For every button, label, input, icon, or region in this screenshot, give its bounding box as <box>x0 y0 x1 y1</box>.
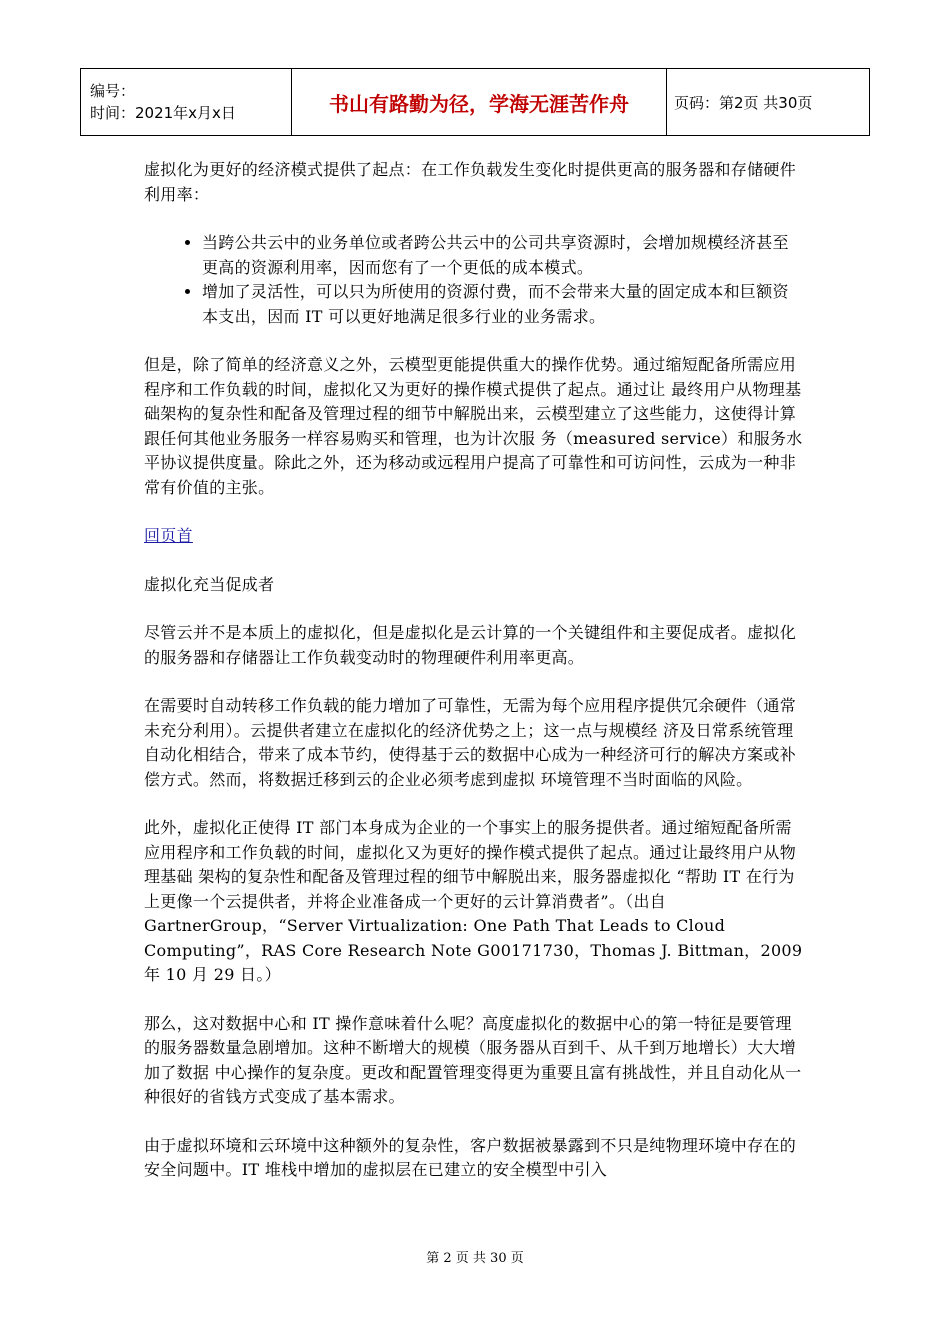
page-footer: 第 2 页 共 30 页 <box>426 1251 524 1266</box>
paragraph-1: 虚拟化为更好的经济模式提供了起点：在工作负载发生变化时提供更高的服务器和存储硬件利用率： <box>144 160 797 204</box>
document-body <box>144 158 804 1207</box>
back-to-top-link[interactable]: 回页首 <box>144 526 193 545</box>
motto: 书山有路勤为径，学海无涯苦作舟 <box>292 69 667 136</box>
header-left-cell <box>81 69 292 136</box>
bullet-item-2: • 增加了灵活性，可以只为所使用的资源付费，而不会带来大量的固定成本和巨额资本支出，因而 IT 可以更好地满足很多行业的业务需求。 <box>202 280 804 329</box>
time-label: 时间：2021年x月x日 <box>90 104 236 122</box>
paragraph-4: 尽管云并不是本质上的虚拟化，但是虚拟化是云计算的一个关键组件和主要促成者。虚拟化的服务器和存储器让工作负载变动时的物理硬件利用率更高。 <box>144 623 797 667</box>
bullet-list <box>144 231 804 329</box>
paragraph-2: 但是，除了简单的经济意义之外，云模型更能提供重大的操作优势。通过缩短配备所需应用程序和工作负载的时间，虚拟化又为更好的操作模式提供了起点。通过让 最终用户从物理基础架构的复杂性和配备及管理过程的细节中解脱出来，云模型建立了这些能力，这使得计算跟任何其他业务服务一样容易购买和管理，也为计次服 务（measured service）和服务水平协议提供度量。除此之外，还为移动或远程用户提高了可靠性和可访问性，云成为一种非常有价值的主张。 <box>144 355 803 497</box>
paragraph-5: 在需要时自动转移工作负载的能力增加了可靠性，无需为每个应用程序提供冗余硬件（通常未充分利用）。云提供者建立在虚拟化的经济优势之上；这一点与规模经 济及日常系统管理自动化相结合，带来了成本节约，使得基于云的数据中心成为一种经济可行的解决方案或补偿方式。然而，将数据迁移到云的企业必须考虑到虚拟 环境管理不当时面临的风险。 <box>144 696 797 789</box>
section-heading: 虚拟化充当促成者 <box>144 574 275 594</box>
paragraph-6: 此外，虚拟化正使得 IT 部门本身成为企业的一个事实上的服务提供者。通过缩短配备所需应用程序和工作负载的时间，虚拟化又为更好的操作模式提供了起点。通过让最终用户从物理基础 架构的复杂性和配备及管理过程的细节中解脱出来，服务器虚拟化 “帮助 IT 在行为上更像一个云提供者，并将企业准备成一个更好的云计算消费者”。（出自 GartnerGroup，“Server Virtualization: One Path That Leads to Cloud Computing”，RAS Core Research Note G00171730，Thomas J. Bittman，2009 年 10 月 29 日。） <box>144 818 803 984</box>
paragraph-8: 由于虚拟环境和云环境中这种额外的复杂性，客户数据被暴露到不只是纯物理环境中存在的安全问题中。IT 堆栈中增加的虚拟层在已建立的安全模型中引入 <box>144 1135 797 1179</box>
number-label: 编号： <box>90 82 136 100</box>
header-table <box>80 68 870 136</box>
page-info: 页码：第2页 共30页 <box>667 69 870 136</box>
bullet-item-1: • 当跨公共云中的业务单位或者跨公共云中的公司共享资源时，会增加规模经济甚至更高的资源利用率，因而您有了一个更低的成本模式。 <box>202 231 804 280</box>
paragraph-7: 那么，这对数据中心和 IT 操作意味着什么呢？高度虚拟化的数据中心的第一特征是要管理的服务器数量急剧增加。这种不断增大的规模（服务器从百到千、从千到万地增长）大大增加了数据 中心操作的复杂度。更改和配置管理变得更为重要且富有挑战性，并且自动化从一种很好的省钱方式变成了基本需求。 <box>144 1013 802 1106</box>
